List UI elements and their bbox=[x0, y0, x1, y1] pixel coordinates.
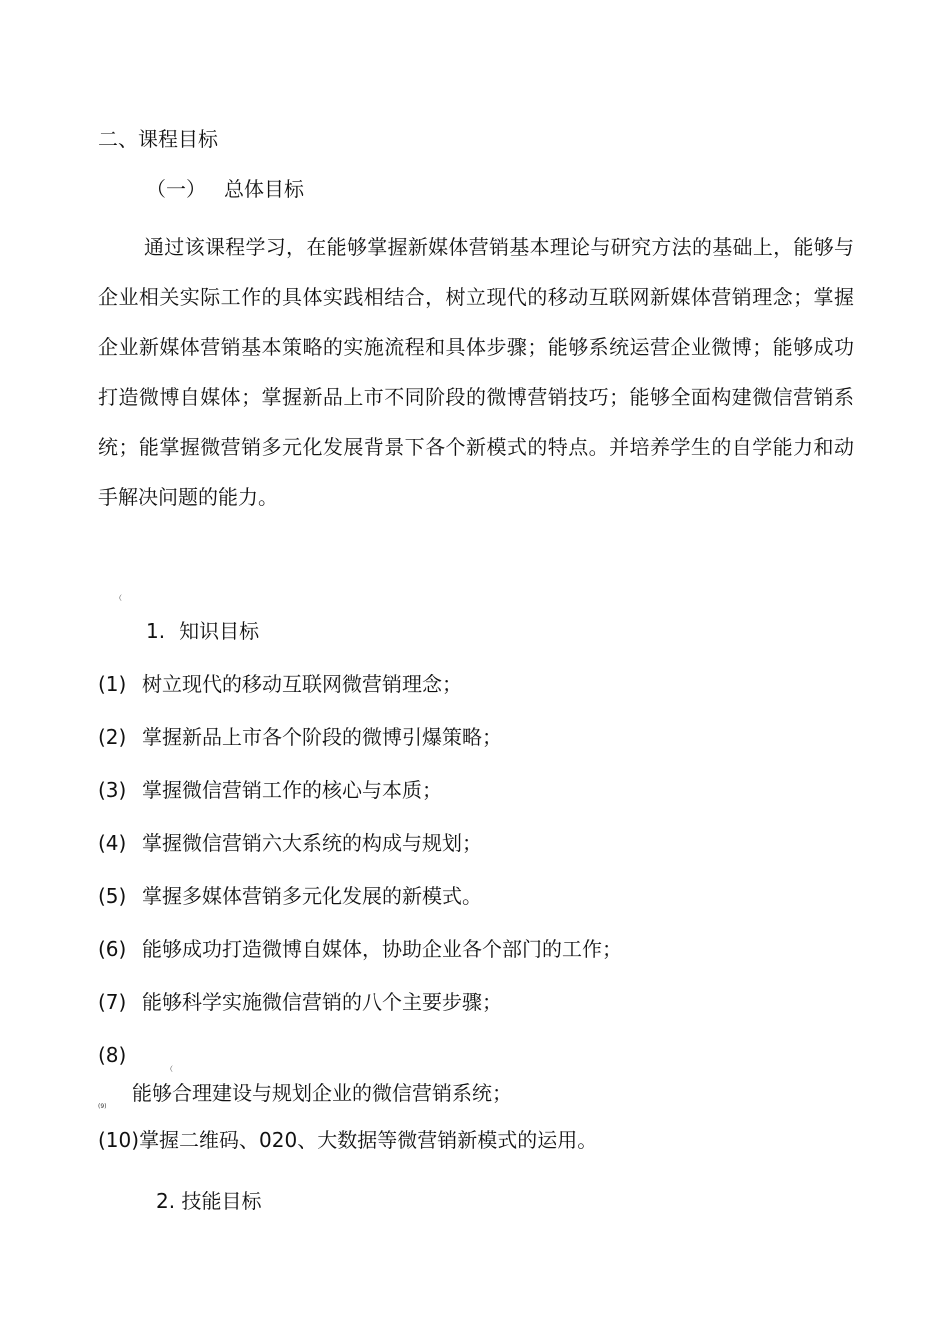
item-text: 掌握二维码、020、大数据等微营销新模式的运用。 bbox=[139, 1128, 598, 1152]
list-item bbox=[98, 725, 502, 749]
item-number: (7) bbox=[98, 990, 127, 1014]
item-text: 掌握新品上市各个阶段的微博引爆策略； bbox=[142, 725, 502, 749]
list-item bbox=[98, 1043, 142, 1067]
list-item bbox=[98, 1128, 597, 1152]
skills-heading: 2. 技能目标 bbox=[156, 1189, 262, 1213]
stray-mark: （ bbox=[115, 594, 122, 602]
item-number: (1) bbox=[98, 672, 127, 696]
item-number: (3) bbox=[98, 778, 127, 802]
list-item bbox=[98, 937, 622, 961]
list-item bbox=[98, 778, 442, 802]
knowledge-number: 1. bbox=[146, 619, 166, 643]
subsection-title: 总体目标 bbox=[224, 177, 304, 201]
subsection-heading bbox=[146, 177, 304, 201]
list-item bbox=[98, 831, 482, 855]
item-number: (10) bbox=[98, 1128, 140, 1152]
stray-mark: （ bbox=[166, 1065, 173, 1073]
item-text: 掌握微信营销六大系统的构成与规划； bbox=[142, 831, 482, 855]
item-number: (8) bbox=[98, 1043, 127, 1067]
list-item bbox=[132, 1081, 512, 1105]
item-text: 掌握微信营销工作的核心与本质； bbox=[142, 778, 442, 802]
knowledge-heading bbox=[146, 619, 259, 643]
list-item bbox=[98, 990, 502, 1014]
knowledge-title: 知识目标 bbox=[179, 619, 260, 643]
item-text: 能够成功打造微博自媒体，协助企业各个部门的工作； bbox=[142, 937, 622, 961]
section-title: 二、课程目标 bbox=[98, 127, 218, 151]
item-number: (2) bbox=[98, 725, 127, 749]
item-number: (6) bbox=[98, 937, 127, 961]
item-number: (5) bbox=[98, 884, 127, 908]
item-text: 树立现代的移动互联网微营销理念； bbox=[142, 672, 462, 696]
subsection-number: （一） bbox=[146, 177, 206, 201]
overall-goal-paragraph: 通过该课程学习，在能够掌握新媒体营销基本理论与研究方法的基础上，能够与企业相关实际工作的具体实践相结合，树立现代的移动互联网新媒体营销理念；掌握企业新媒体营销基本策略的实施流程和具体步骤；能够系统运营企业微博；能够成功打造微博自媒体；掌握新品上市不同阶段的微博营销技巧；能够全面构建微信营销系统；能掌握微营销多元化发展背景下各个新模式的特点。并培养学生的自学能力和动手解决问题的能力。 bbox=[98, 235, 854, 509]
stray-item-number: (9) bbox=[98, 1103, 107, 1110]
item-text: 掌握多媒体营销多元化发展的新模式。 bbox=[142, 884, 482, 908]
list-item bbox=[98, 672, 462, 696]
item-text: 能够合理建设与规划企业的微信营销系统； bbox=[132, 1081, 512, 1105]
item-text: 能够科学实施微信营销的八个主要步骤； bbox=[142, 990, 502, 1014]
list-item bbox=[98, 884, 482, 908]
item-number: (4) bbox=[98, 831, 127, 855]
